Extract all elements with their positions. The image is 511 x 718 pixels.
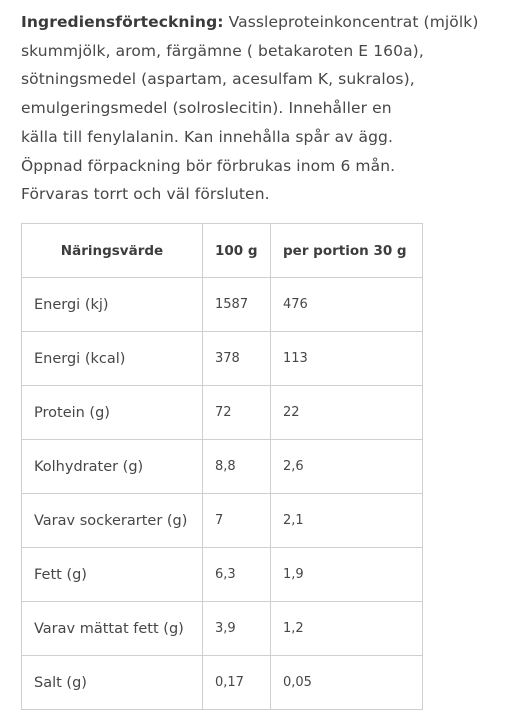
- table-row: [22, 548, 423, 602]
- ingredients-line-3: sötningsmedel (aspartam, acesulfam K, sukralos),: [21, 70, 415, 89]
- header-nutrient: Näringsvärde: [22, 224, 203, 278]
- value-per-100g: 0,17: [203, 656, 271, 710]
- nutrition-header-row: [22, 224, 423, 278]
- table-row: [22, 278, 423, 332]
- ingredients-line-6: Öppnad förpackning bör förbrukas inom 6 mån.: [21, 156, 396, 175]
- value-per-portion: 113: [271, 332, 423, 386]
- value-per-100g: 378: [203, 332, 271, 386]
- nutrient-name: Varav sockerarter (g): [22, 494, 203, 548]
- value-per-100g: 7: [203, 494, 271, 548]
- header-per-portion: per portion 30 g: [271, 224, 423, 278]
- value-per-100g: 6,3: [203, 548, 271, 602]
- nutrient-name: Energi (kj): [22, 278, 203, 332]
- table-row: [22, 386, 423, 440]
- table-row: [22, 494, 423, 548]
- ingredients-text: [21, 8, 509, 209]
- ingredients-line-2: skummjölk, arom, färgämne ( betakaroten E 160a),: [21, 41, 424, 60]
- value-per-portion: 2,1: [271, 494, 423, 548]
- ingredients-line-1: [21, 8, 509, 37]
- value-per-100g: 3,9: [203, 602, 271, 656]
- nutrition-table: [21, 223, 423, 710]
- value-per-portion: 2,6: [271, 440, 423, 494]
- ingredients-label: Ingrediensförteckning:: [21, 13, 224, 31]
- ingredients-line-4: emulgeringsmedel (solroslecitin). Innehåller en: [21, 99, 392, 118]
- value-per-100g: 8,8: [203, 440, 271, 494]
- value-per-portion: 0,05: [271, 656, 423, 710]
- ingredients-first-line: Vassleproteinkoncentrat (mjölk): [223, 13, 479, 31]
- table-row: [22, 332, 423, 386]
- nutrient-name: Fett (g): [22, 548, 203, 602]
- nutrient-name: Energi (kcal): [22, 332, 203, 386]
- nutrient-name: Protein (g): [22, 386, 203, 440]
- nutrient-name: Kolhydrater (g): [22, 440, 203, 494]
- nutrient-name: Salt (g): [22, 656, 203, 710]
- ingredients-line-5: källa till fenylalanin. Kan innehålla spår av ägg.: [21, 127, 393, 146]
- table-row: [22, 602, 423, 656]
- ingredients-line-7: Förvaras torrt och väl försluten.: [21, 185, 270, 204]
- table-row: [22, 440, 423, 494]
- value-per-100g: 1587: [203, 278, 271, 332]
- value-per-portion: 22: [271, 386, 423, 440]
- value-per-portion: 1,2: [271, 602, 423, 656]
- nutrient-name: Varav mättat fett (g): [22, 602, 203, 656]
- value-per-portion: 476: [271, 278, 423, 332]
- table-row: [22, 656, 423, 710]
- header-per-100g: 100 g: [203, 224, 271, 278]
- value-per-100g: 72: [203, 386, 271, 440]
- value-per-portion: 1,9: [271, 548, 423, 602]
